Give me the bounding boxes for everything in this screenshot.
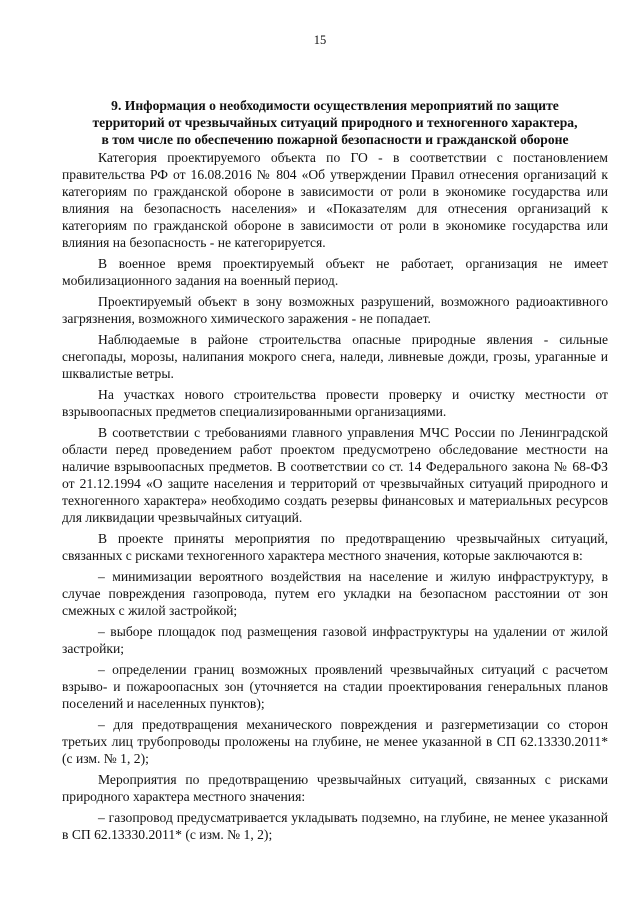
section-body bbox=[62, 149, 608, 847]
paragraph-natural-hazards: Наблюдаемые в районе строительства опасные природные явления - сильные снегопады, морозы, налипания мокрого снега, наледи, ливневые дожди, грозы, ураганные и шквалистые ветры. bbox=[62, 332, 608, 381]
paragraph-technogenic-measures: В проекте приняты мероприятия по предотвращению чрезвычайных ситуаций, связанных с рисками техногенного характера местного значения, которые заключаются в: bbox=[62, 531, 608, 563]
paragraph-wartime: В военное время проектируемый объект не работает, организация не имеет мобилизационного задания на военный период. bbox=[62, 256, 608, 288]
list-item-minimization: – минимизации вероятного воздействия на население и жилую инфраструктуру, в случае повреждения газопровода, путем его укладки на безопасном расстоянии от зон смежных с жилой застройкой; bbox=[62, 569, 608, 618]
heading-line-1: 9. Информация о необходимости осуществления мероприятий по защите bbox=[111, 98, 559, 113]
paragraph-go-category: Категория проектируемого объекта по ГО - в соответствии с постановлением правительства РФ от 16.08.2016 № 804 «Об утверждении Правил отнесения организаций к категориям по гражданской обороне в зависимости от роли в экономике государства или влияния на безопасность населения» и «Показателям для отнесения организаций к категориям по гражданской обороне в зависимости от роли в экономике государства или влияния на безопасность - не категорируется. bbox=[62, 150, 608, 250]
paragraph-mchs-requirements: В соответствии с требованиями главного управления МЧС России по Ленинградской области перед проведением работ проектом предусмотрено обследование местности на наличие взрывоопасных предметов. В соответствии со ст. 14 Федерального закона № 68-ФЗ от 21.12.1994 «О защите населения и территорий от чрезвычайных ситуаций природного и техногенного характера» необходимо создать резервы финансовых и материальных ресурсов для ликвидации чрезвычайных ситуаций. bbox=[62, 425, 608, 525]
paragraph-explosives-check: На участках нового строительства провести проверку и очистку местности от взрывоопасных предметов специализированными организациями. bbox=[62, 387, 608, 419]
heading-line-3: в том числе по обеспечению пожарной безопасности и гражданской обороне bbox=[101, 132, 569, 147]
section-heading bbox=[62, 97, 608, 148]
list-item-pipeline-depth: – для предотвращения механического повреждения и разгерметизации со сторон третьих лиц трубопроводы проложены на глубине, не менее указанной в СП 62.13330.2011* (с изм. № 1, 2); bbox=[62, 717, 608, 766]
paragraph-natural-measures: Мероприятия по предотвращению чрезвычайных ситуаций, связанных с рисками природного характера местного значения: bbox=[62, 772, 608, 804]
paragraph-hazard-zones: Проектируемый объект в зону возможных разрушений, возможного радиоактивного загрязнения, возможного химического заражения - не попадает. bbox=[62, 294, 608, 326]
list-item-site-selection: – выборе площадок под размещения газовой инфраструктуры на удалении от жилой застройки; bbox=[62, 624, 608, 656]
list-item-underground-laying: – газопровод предусматривается укладывать подземно, на глубине, не менее указанной в СП 62.13330.2011* (с изм. № 1, 2); bbox=[62, 810, 608, 842]
list-item-zone-boundaries: – определении границ возможных проявлений чрезвычайных ситуаций с расчетом взрыво- и пожароопасных зон (уточняется на стадии проектирования генеральных планов поселений и населенных пунктов); bbox=[62, 662, 608, 711]
page-number: 15 bbox=[313, 33, 327, 47]
heading-line-2: территорий от чрезвычайных ситуаций природного и техногенного характера, bbox=[92, 115, 578, 130]
